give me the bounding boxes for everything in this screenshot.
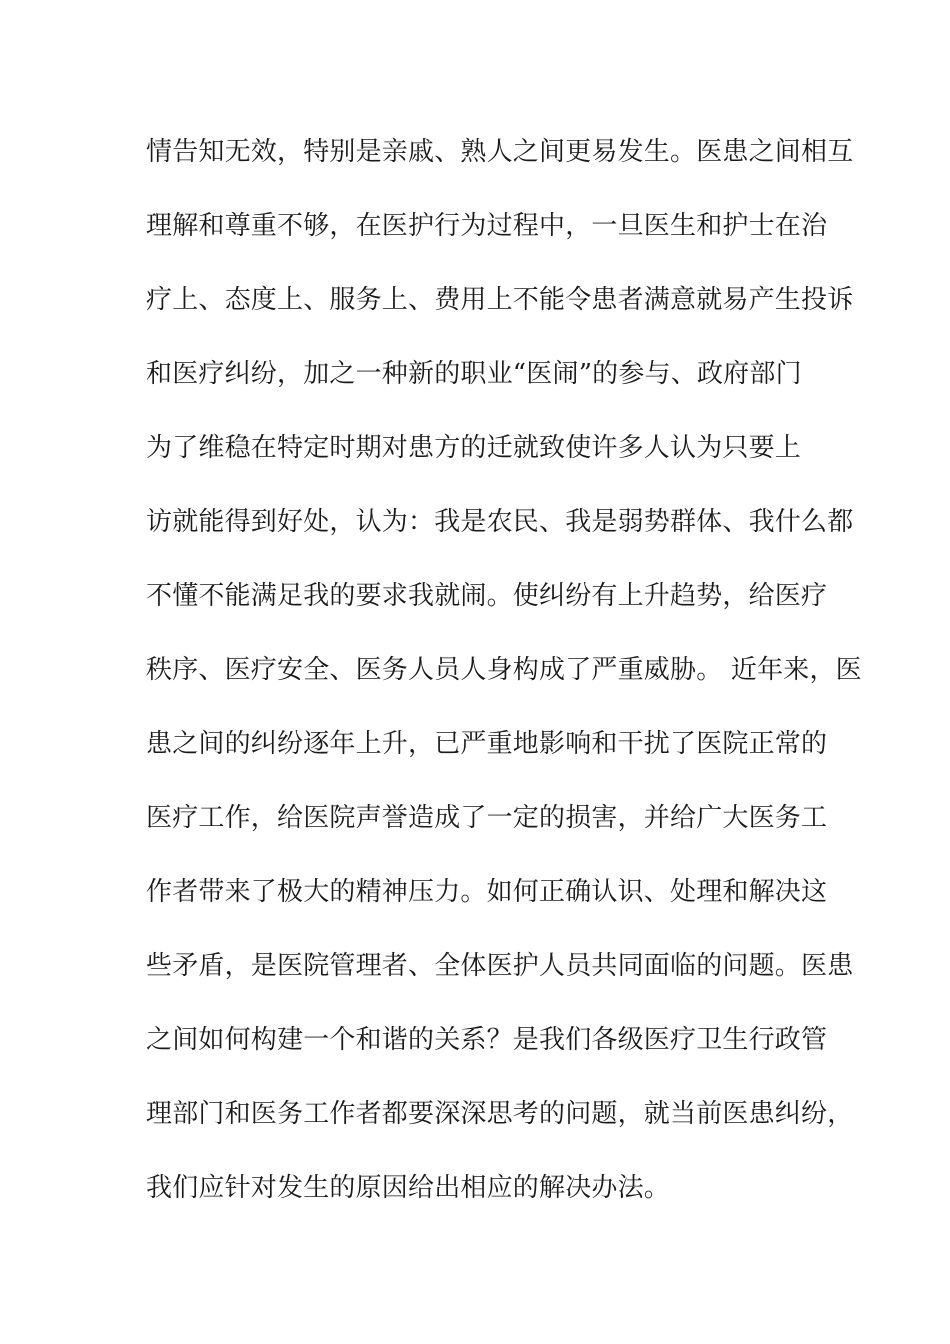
paragraph-line: 疗上、态度上、服务上、费用上不能令患者满意就易产生投诉 bbox=[146, 285, 854, 315]
paragraph-line: 医疗工作，给医院声誉造成了一定的损害，并给广大医务工 bbox=[146, 803, 828, 833]
paragraph-line: 为了维稳在特定时期对患方的迁就致使许多人认为只要上 bbox=[146, 433, 802, 463]
paragraph-line: 我们应针对发生的原因给出相应的解决办法。 bbox=[146, 1173, 671, 1203]
paragraph-line: 理解和尊重不够，在医护行为过程中，一旦医生和护士在治 bbox=[146, 211, 828, 241]
body-paragraph bbox=[146, 128, 862, 1238]
paragraph-line: 秩序、医疗安全、医务人员人身构成了严重威胁。 近年来，医 bbox=[146, 655, 862, 685]
paragraph-line: 理部门和医务工作者都要深深思考的问题，就当前医患纠纷， bbox=[146, 1099, 854, 1129]
paragraph-line: 不懂不能满足我的要求我就闹。使纠纷有上升趋势，给医疗 bbox=[146, 581, 828, 611]
paragraph-line: 作者带来了极大的精神压力。如何正确认识、处理和解决这 bbox=[146, 877, 828, 907]
paragraph-line: 情告知无效，特别是亲戚、熟人之间更易发生。医患之间相互 bbox=[146, 137, 854, 167]
paragraph-line: 和医疗纠纷，加之一种新的职业“医闹”的参与、政府部门 bbox=[146, 359, 802, 389]
paragraph-line: 些矛盾，是医院管理者、全体医护人员共同面临的问题。医患 bbox=[146, 951, 854, 981]
paragraph-line: 访就能得到好处，认为：我是农民、我是弱势群体、我什么都 bbox=[146, 507, 854, 537]
paragraph-line: 患之间的纠纷逐年上升，已严重地影响和干扰了医院正常的 bbox=[146, 729, 828, 759]
paragraph-line: 之间如何构建一个和谐的关系？是我们各级医疗卫生行政管 bbox=[146, 1025, 828, 1055]
